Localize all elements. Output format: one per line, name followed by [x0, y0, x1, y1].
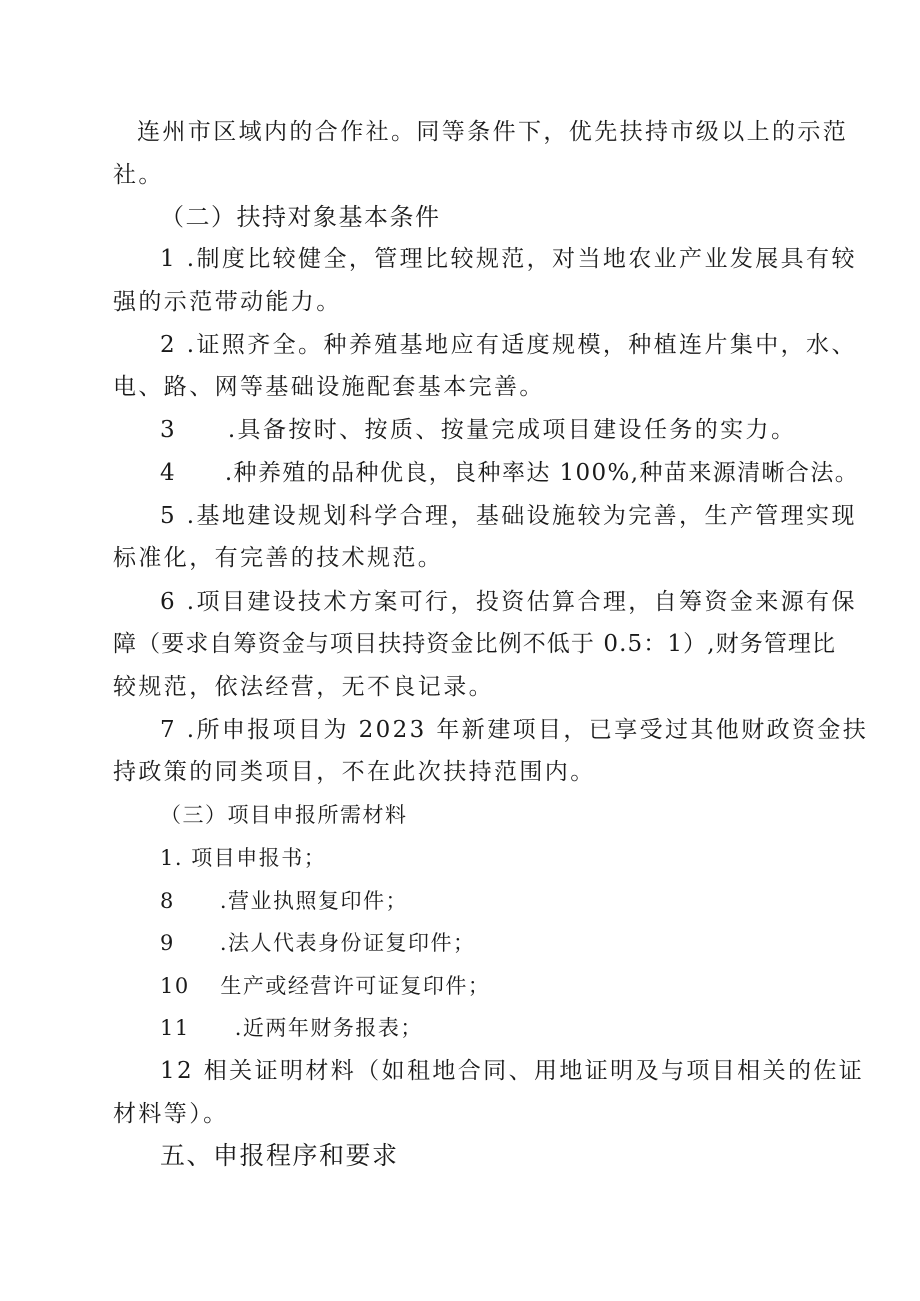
paragraph-line: 持政策的同类项目，不在此次扶持范围内。 — [113, 759, 596, 785]
paragraph-line: 较规范，依法经营，无不良记录。 — [113, 674, 494, 700]
paragraph-line: 7 .所申报项目为 2023 年新建项目，已享受过其他财政资金扶 — [160, 717, 869, 743]
list-item: 8 .营业执照复印件； — [160, 889, 409, 913]
list-item: 11 .近两年财务报表； — [160, 1016, 423, 1040]
paragraph-line: 障（要求自筹资金与项目扶持资金比例不低于 0.5：1）,财务管理比 — [113, 631, 837, 657]
paragraph-line: 6 .项目建设技术方案可行，投资估算合理，自筹资金来源有保 — [160, 589, 857, 615]
paragraph-line: 3 .具备按时、按质、按量完成项目建设任务的实力。 — [160, 417, 797, 443]
paragraph-line: 2 .证照齐全。种养殖基地应有适度规模，种植连片集中，水、 — [160, 332, 857, 358]
subsection-heading: （二）扶持对象基本条件 — [160, 203, 441, 231]
list-item: 10 生产或经营许可证复印件； — [160, 974, 491, 998]
paragraph-line: 社。 — [113, 162, 164, 188]
paragraph-line: 4 .种养殖的品种优良，良种率达 100%,种苗来源清晰合法。 — [160, 460, 860, 486]
paragraph-line: 1 .制度比较健全，管理比较规范，对当地农业产业发展具有较 — [160, 246, 857, 272]
paragraph-line: 12 相关证明材料（如租地合同、用地证明及与项目相关的佐证 — [160, 1058, 865, 1084]
paragraph-line: 强的示范带动能力。 — [113, 289, 342, 315]
subsection-heading: （三）项目申报所需材料 — [160, 803, 408, 827]
paragraph-line: 电、路、网等基础设施配套基本完善。 — [113, 374, 545, 400]
paragraph-line: 连州市区域内的合作社。同等条件下，优先扶持市级以上的示范 — [137, 119, 849, 145]
paragraph-line: 标准化，有完善的技术规范。 — [113, 545, 444, 571]
paragraph-line: 5 .基地建设规划科学合理，基础设施较为完善，生产管理实现 — [160, 503, 857, 529]
section-heading: 五、申报程序和要求 — [160, 1141, 399, 1170]
paragraph-line: 材料等）。 — [113, 1101, 229, 1127]
list-item: 9 .法人代表身份证复印件； — [160, 931, 476, 955]
list-item: 1. 项目申报书； — [160, 846, 327, 870]
